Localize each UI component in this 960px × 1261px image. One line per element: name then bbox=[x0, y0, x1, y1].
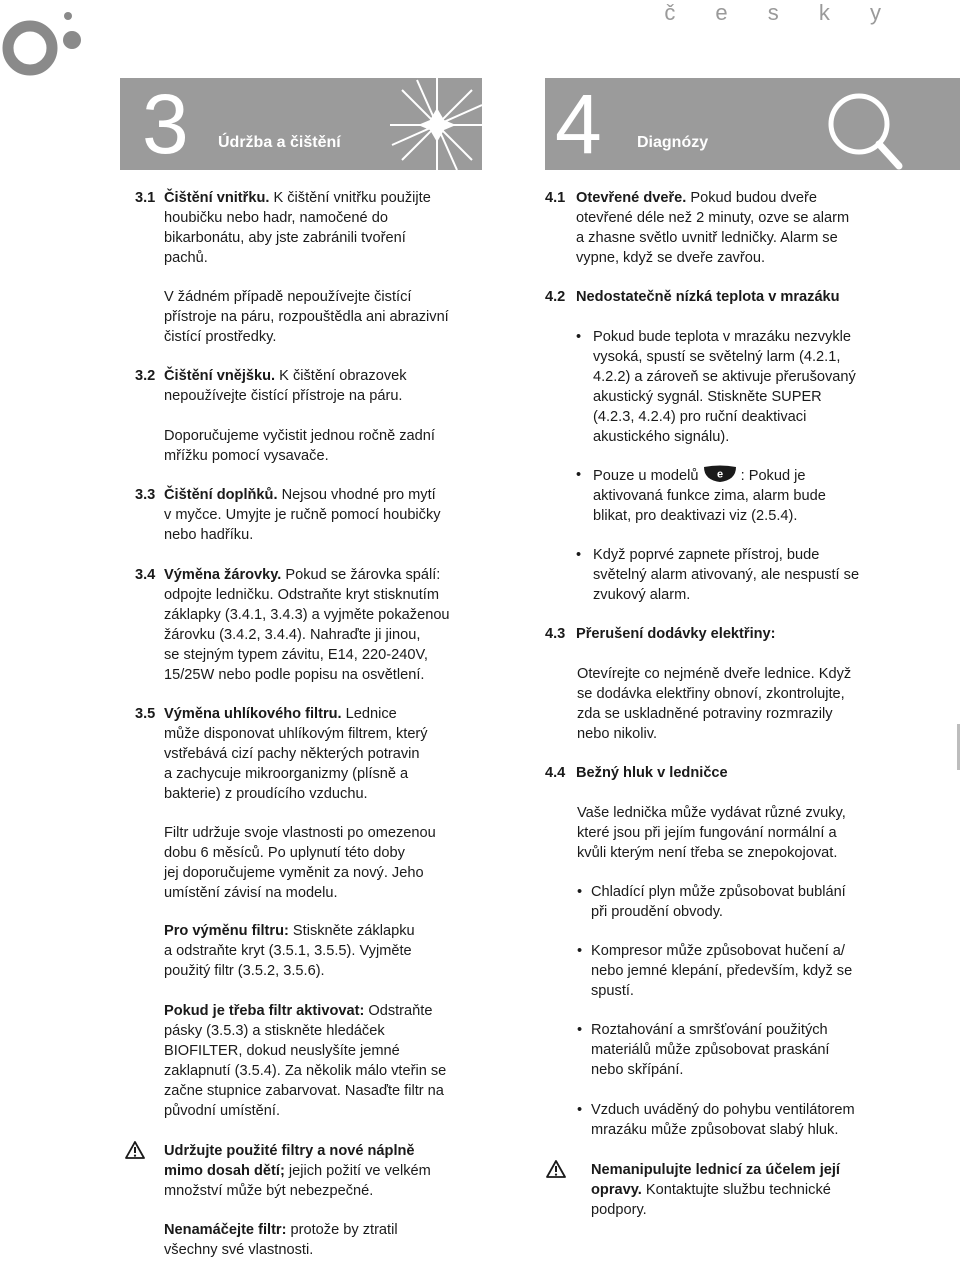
bullet-dot-icon: • bbox=[577, 1022, 583, 1038]
section-3-banner bbox=[120, 78, 482, 170]
section-4-1: 4.1 Otevřené dveře. Pokud budou dveře otevřené déle než 2 minuty, ozve se alarm a zhasne světlo uvnitř ledničky. Alarm se vypne, když se dveře zavřou. bbox=[545, 190, 850, 266]
section-4-warning: Nemanipulujte lednicí za účelem její opravy. Kontaktujte službu technické podpory. bbox=[591, 1162, 840, 1218]
bullet-dot-icon: • bbox=[577, 943, 583, 959]
bullet-dot-icon: • bbox=[576, 547, 582, 563]
section-3-2: 3.2 Čištění vnějšku. K čištění obrazovek nepoužívejte čistící přístroje na páru. bbox=[135, 368, 407, 404]
bullet-dot-icon: • bbox=[576, 329, 582, 345]
section-3-3: 3.3 Čištění doplňků. Nejsou vhodné pro mytí v myčce. Umyjte je ručně pomocí houbičky nebo hadříku. bbox=[135, 487, 441, 543]
section-4-3-text: Otevírejte co nejméně dveře lednice. Když se dodávka elektřiny obnoví, zkontrolujte, zda se uskladněné potraviny rozmrazily nebo nikoliv. bbox=[577, 666, 852, 742]
svg-text:e: e bbox=[716, 468, 723, 481]
section-4-4-bullet-2: • Kompresor může způsobovat hučení a/ nebo jemné klepání, především, když se spustí. bbox=[577, 943, 853, 999]
decorative-circles-icon bbox=[0, 0, 90, 80]
section-3-5-filter-life: Filtr udržuje svoje vlastnosti po omezenou dobu 6 měsíců. Po uplynutí této doby jej doporučujeme vyměnit za nový. Jeho umístění závisí na modelu. bbox=[164, 825, 436, 901]
section-3-1: 3.1 Čištění vnitřku. K čištění vnitřku použijte houbičku nebo hadr, namočené do bikarbonátu, aby jste zabránili tvoření pachů. bbox=[135, 190, 431, 266]
section-4-4: 4.4 Bežný hluk v ledničce bbox=[545, 765, 728, 781]
section-4-2: 4.2 Nedostatečně nízká teplota v mrazáku bbox=[545, 289, 840, 305]
e-model-badge-icon bbox=[703, 465, 737, 483]
section-4-2-bullet-3: • Když poprvé zapnete přístroj, bude světelný alarm ativovaný, ale nespustí se zvukový alarm. bbox=[576, 547, 860, 603]
bullet-dot-icon: • bbox=[577, 1102, 583, 1118]
section-4-banner bbox=[545, 78, 960, 170]
section-4-4-bullet-1: • Chladící plyn může způsobovat bublání při proudění obvody. bbox=[577, 884, 846, 920]
section-3-5-replace-filter: Pro výměnu filtru: Stiskněte záklapku a odstraňte kryt (3.5.1, 3.5.5). Vyjměte použitý filtr (3.5.2, 3.5.6). bbox=[164, 923, 415, 979]
section-3-1-note: V žádném případě nepoužívejte čistící přístroje na páru, rozpouštědla ani abrazivní čistící prostředky. bbox=[164, 289, 449, 345]
section-3-5-activate-filter: Pokud je třeba filtr aktivovat: Odstraňte pásky (3.5.3) a stiskněte hledáček BIOFILTER, dokud neuslyšíte jemné zaklapnutí (3.5.4). Za několik málo vteřin se začne stupnice zabarvovat. Nasaďte filtr na původní umístění. bbox=[164, 1003, 447, 1119]
section-4-3: 4.3 Přerušení dodávky elektřiny: bbox=[545, 626, 776, 642]
section-3-2-note: Doporučujeme vyčistit jednou ročně zadní mřížku pomocí vysavače. bbox=[164, 428, 435, 464]
section-4-4-bullet-3: • Roztahování a smršťování použitých materiálů může způsobovat praskání nebo skřípání. bbox=[577, 1022, 830, 1078]
section-4-number: 4 bbox=[555, 78, 602, 170]
section-4-4-text: Vaše lednička může vydávat různé zvuky, které jsou při jejím fungování normální a kvůli kterým není třeba se znepokojovat. bbox=[577, 805, 846, 861]
section-3-no-soak: Nenamáčejte filtr: protože by ztratil všechny své vlastnosti. bbox=[164, 1222, 398, 1258]
section-3-number: 3 bbox=[142, 78, 189, 170]
section-3-4: 3.4 Výměna žárovky. Pokud se žárovka spálí: odpojte ledničku. Odstraňte kryt stisknutím záklapky (3.4.1, 3.4.3) a vyjměte pokaženou žárovku (3.4.2, 3.4.4). Nahraďte ji jinou, se stejným typem závitu, E14, 220-240V, 15/25W nebo podle popisu na osvětlení. bbox=[135, 567, 450, 683]
section-3-5: 3.5 Výměna uhlíkového filtru. Lednice může disponovat uhlíkovým filtrem, který vstřebává cizí pachy některých potravin a zachycuje mikroorganizmy (plísně a bakterie) z proudícího vzduchu. bbox=[135, 706, 428, 802]
section-4-2-bullet-2: • Pouze u modelů e : Pokud je aktivovaná funkce zima, alarm bude blikat, pro deaktivazi viz (2.5.4). bbox=[576, 467, 826, 524]
sparkle-icon bbox=[382, 78, 482, 170]
section-3-warning: Udržujte použité filtry a nové náplně mimo dosah dětí; jejich požití ve velkém množství může být nebezpečné. bbox=[164, 1143, 431, 1199]
bullet-dot-icon: • bbox=[576, 467, 582, 483]
section-3-title: Údržba a čištění bbox=[218, 134, 341, 151]
section-4-2-bullet-1: • Pokud bude teplota v mrazáku nezvykle vysoká, spustí se světelný larm (4.2.1, 4.2.2) a zároveň se aktivuje přerušovaný akustický sygnál. Stiskněte SUPER (4.2.3, 4.2.4) pro ruční deaktivaci akustického signálu). bbox=[576, 329, 856, 445]
warning-triangle-icon bbox=[546, 1160, 566, 1178]
section-4-title: Diagnózy bbox=[637, 134, 709, 151]
section-4-4-bullet-4: • Vzduch uváděný do pohybu ventilátorem mrazáku může způsobovat slabý hluk. bbox=[577, 1102, 855, 1138]
warning-triangle-icon bbox=[125, 1141, 145, 1159]
bullet-dot-icon: • bbox=[577, 884, 583, 900]
magnifier-icon bbox=[807, 82, 907, 170]
language-label: č e s k y bbox=[664, 0, 898, 25]
